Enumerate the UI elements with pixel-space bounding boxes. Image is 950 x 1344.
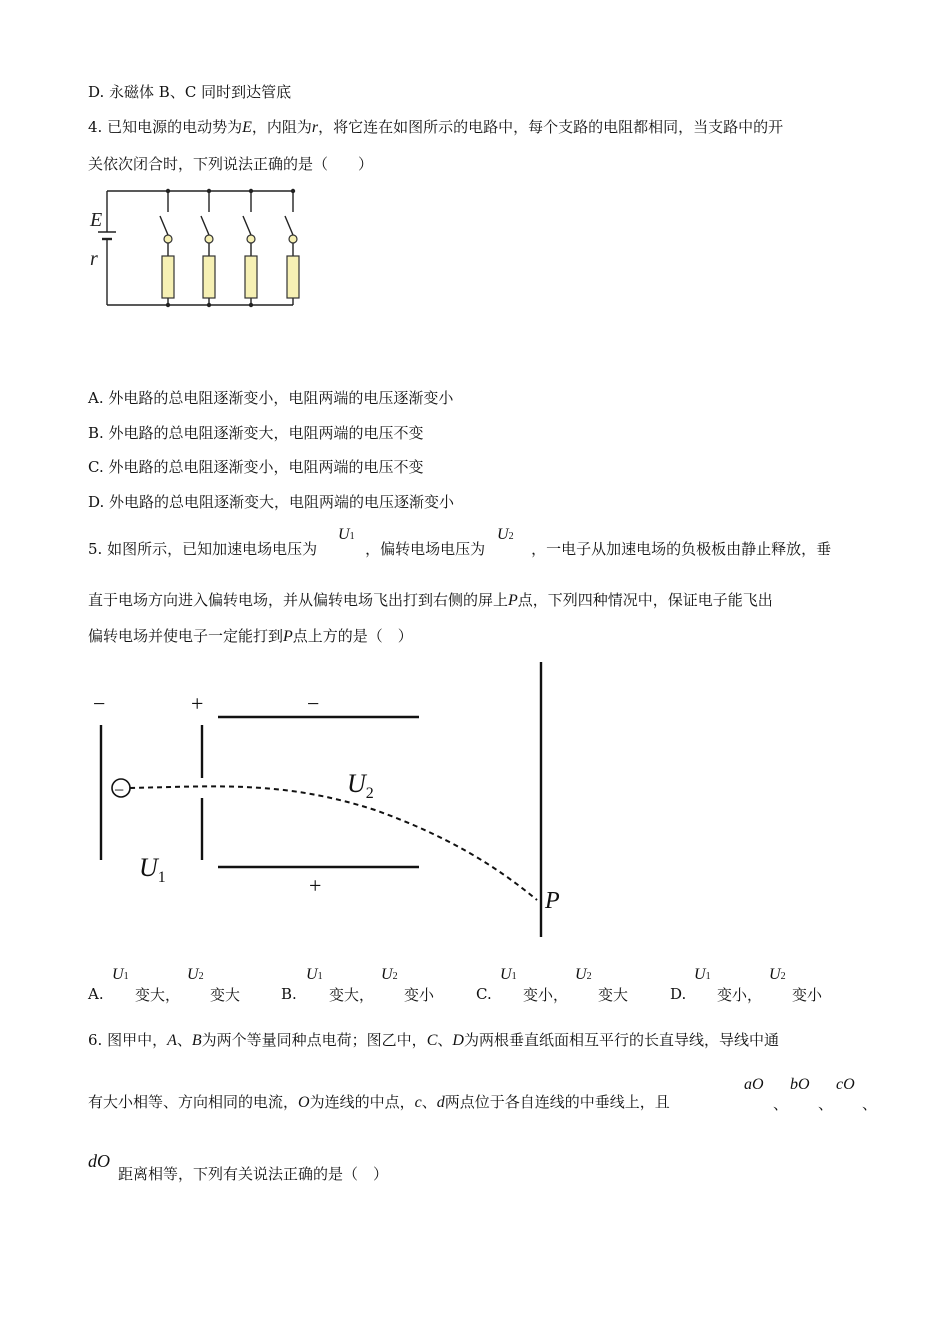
q4-option-c[interactable]: C. 外电路的总电阻逐渐变小，电阻两端的电压不变 bbox=[88, 458, 424, 476]
q6-stem-line2: 有大小相等、方向相同的电流，O为连线的中点，c、d两点位于各自连线的中垂线上，且 bbox=[88, 1093, 670, 1111]
fig-label-r: r bbox=[90, 248, 98, 270]
q6-co-symbol: cO bbox=[836, 1076, 855, 1093]
q5-u1-symbol: U1 bbox=[338, 526, 355, 543]
q6-do-symbol: dO bbox=[88, 1151, 110, 1171]
q5-stem-line1: 5. 如图所示，已知加速电场电压为 ，偏转电场电压为 ，一电子从加速电场的负极板由静止释放，垂 bbox=[88, 540, 832, 558]
bottom-plate-plus: + bbox=[309, 873, 322, 898]
q4-circuit-diagram bbox=[85, 182, 310, 312]
left-plate-minus: − bbox=[93, 691, 106, 716]
q5-stem-line2: 直于电场方向进入偏转电场，并从偏转电场飞出打到右侧的屏上P点，下列四种情况中，保证电子能飞出 bbox=[88, 591, 773, 609]
q4-stem-line1: 4. 已知电源的电动势为E，内阻为r，将它连在如图所示的电路中，每个支路的电阻都相同，当支路中的开 bbox=[88, 118, 784, 136]
q6-ao-symbol: aO bbox=[744, 1076, 764, 1093]
electron-symbol: − bbox=[114, 780, 125, 800]
top-plate-minus: − bbox=[307, 691, 320, 716]
q5-deflection-diagram bbox=[85, 655, 575, 945]
prev-option-d: D. 永磁体 B、C 同时到达管底 bbox=[88, 83, 292, 101]
q6-bo-symbol: bO bbox=[790, 1076, 810, 1093]
q4-stem-line2: 关依次闭合时，下列说法正确的是（ ） bbox=[88, 155, 374, 173]
q4-option-a[interactable]: A. 外电路的总电阻逐渐变小，电阻两端的电压逐渐变小 bbox=[88, 389, 454, 407]
q6-stem-line1: 6. 图甲中，A、B为两个等量同种点电荷；图乙中，C、D为两根垂直纸面相互平行的长直导线，导线中通 bbox=[88, 1031, 779, 1049]
fig-p-label: P bbox=[545, 888, 560, 914]
mid-plate-plus: + bbox=[191, 691, 204, 716]
q5-stem-line3: 偏转电场并使电子一定能打到P点上方的是（ ） bbox=[88, 627, 413, 645]
fig-label-E: E bbox=[90, 209, 103, 231]
q4-option-d[interactable]: D. 外电路的总电阻逐渐变大，电阻两端的电压逐渐变小 bbox=[88, 493, 455, 511]
q6-stem-line3: 距离相等，下列有关说法正确的是（ ） bbox=[118, 1165, 389, 1183]
fig-u2-label: $U_2$ bbox=[347, 769, 374, 802]
fig-u1-label: $U_1$ bbox=[139, 853, 166, 886]
q5-u2-symbol: U2 bbox=[497, 526, 514, 543]
q4-option-b[interactable]: B. 外电路的总电阻逐渐变大，电阻两端的电压不变 bbox=[88, 424, 424, 442]
